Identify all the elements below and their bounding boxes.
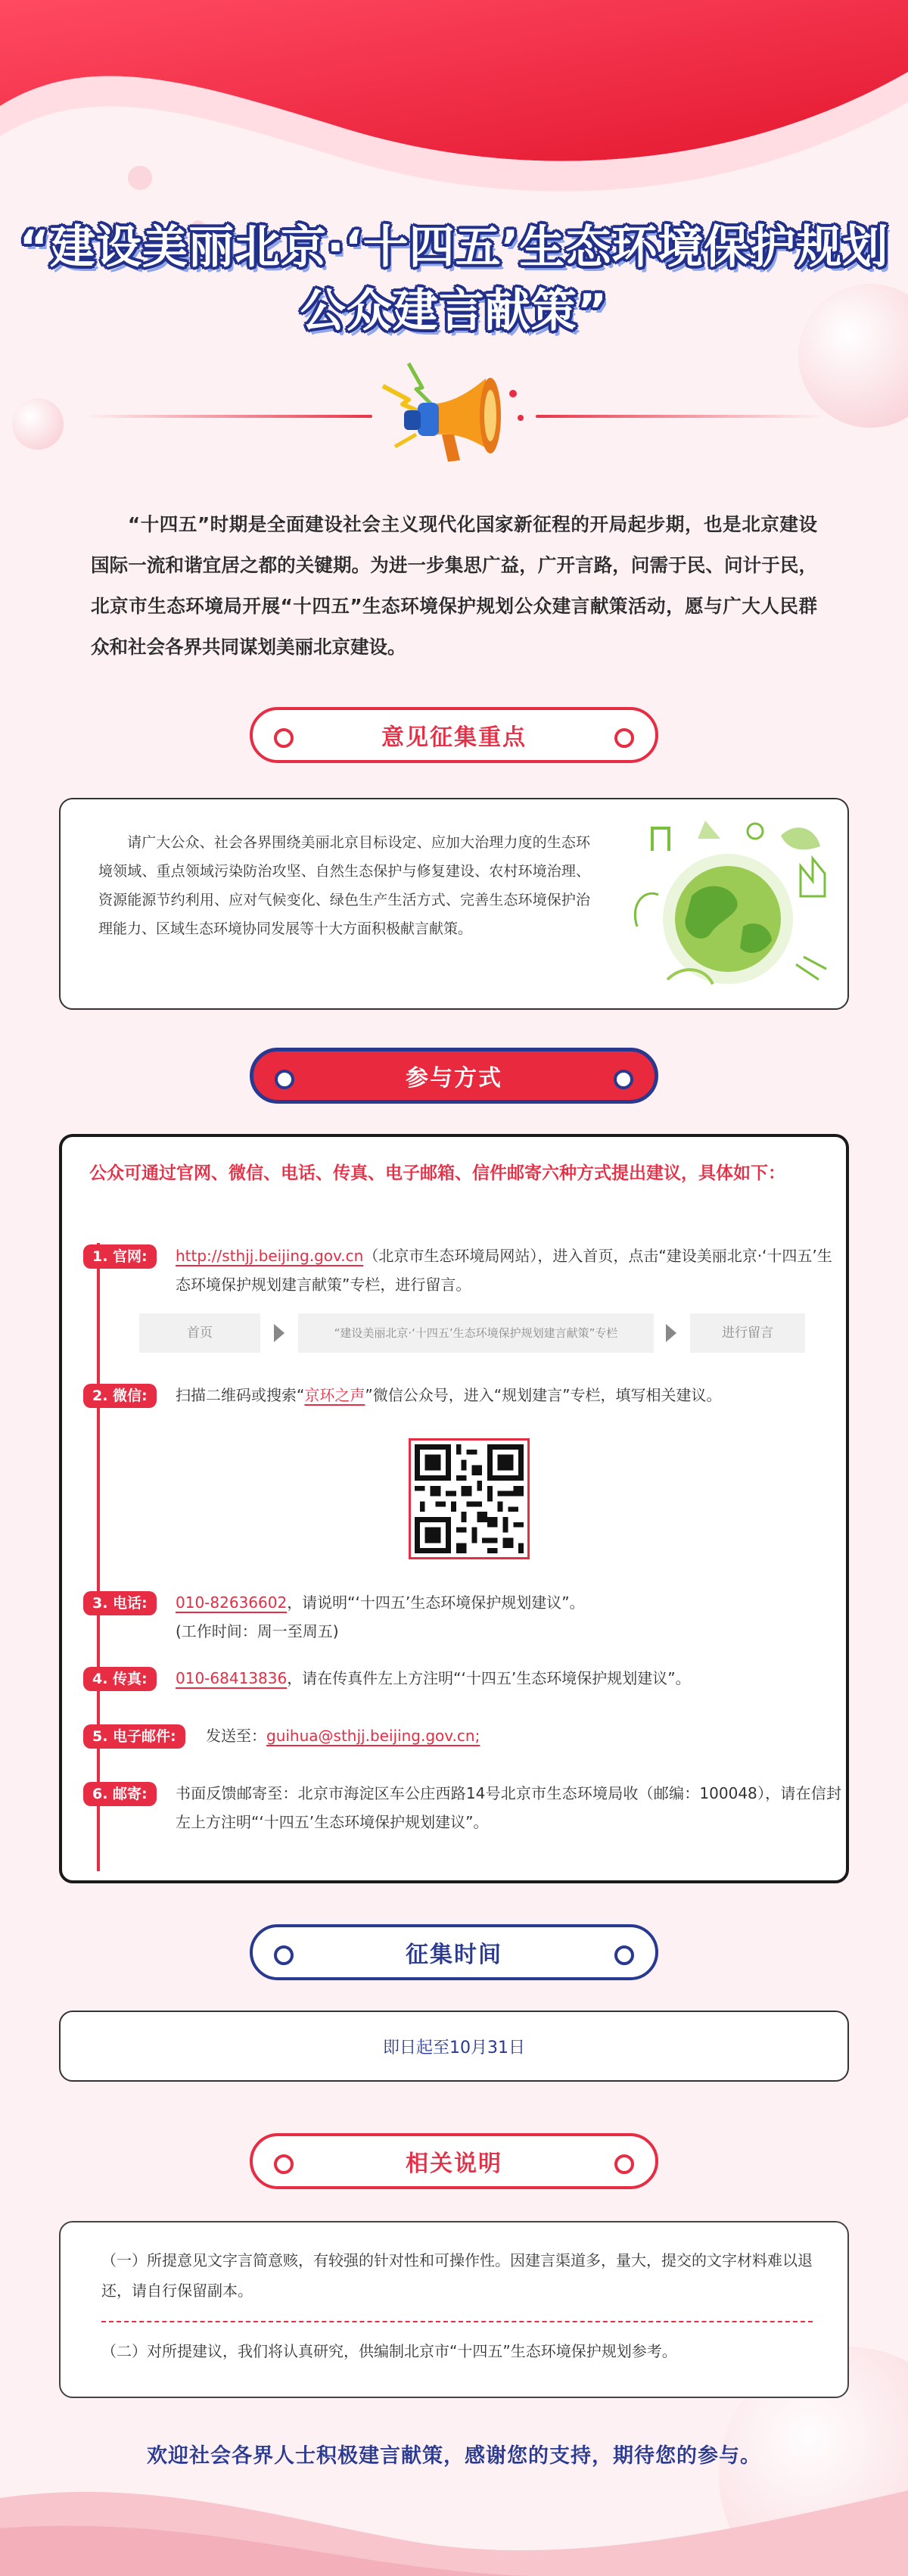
- phone-hours: (工作时间：周一至周五): [176, 1622, 339, 1640]
- divider-left: [85, 415, 372, 418]
- wechat-text-post: ”微信公众号，进入“规划建言”专栏，填写相关建议。: [365, 1386, 722, 1404]
- intro-paragraph: “十四五”时期是全面建设社会主义现代化国家新征程的开局起步期，也是北京建设国际一流和谐宜居之都的关键期。为进一步集思广益，广开言路，问需于民、问计于民，北京市生态环境局开展“十四五”生态环境保护规划公众建言献策活动，愿与广大人民群众和社会各界共同谋划美丽北京建设。: [91, 513, 817, 658]
- phone-number[interactable]: 010-82636602: [176, 1593, 288, 1612]
- notes-divider: [101, 2321, 813, 2322]
- section-heading-focus: [250, 707, 658, 763]
- step-column: “建设美丽北京·‘十四五’生态环境保护规划建言献策”专栏: [298, 1313, 654, 1353]
- timeline-line: [97, 1243, 100, 1871]
- section-heading-text: 相关说明: [406, 2151, 502, 2177]
- green-earth-icon: [622, 805, 841, 1004]
- step-home: 首页: [139, 1313, 260, 1353]
- focus-card: [59, 798, 849, 1010]
- methods-card: [59, 1134, 849, 1883]
- phone-text: ，请说明“‘十四五’生态环境保护规划建议”。: [287, 1593, 585, 1612]
- fax-number: 010-68413836: [176, 1669, 288, 1687]
- badge-wechat: 2. 微信:: [83, 1384, 157, 1408]
- megaphone-icon: [372, 356, 531, 469]
- section-heading-notes: [250, 2133, 658, 2189]
- title-line-2: 公众建言献策”: [300, 285, 608, 338]
- badge-website: 1. 官网:: [83, 1244, 157, 1269]
- divider-right: [536, 415, 823, 418]
- pill-dot-icon: [614, 728, 634, 748]
- step-comment: 进行留言: [690, 1313, 805, 1353]
- section-heading-text: 意见征集重点: [381, 724, 527, 751]
- pill-dot-icon: [274, 2154, 294, 2174]
- section-heading-time: [250, 1924, 658, 1980]
- time-text: 即日起至10月31日: [383, 2038, 525, 2057]
- fax-text: ，请在传真件左上方注明“‘十四五’生态环境保护规划建议”。: [287, 1669, 691, 1687]
- badge-phone: 3. 电话:: [83, 1591, 157, 1615]
- note-item-2: （二）对所提建议，我们将认真研究，供编制北京市“十四五”生态环境保护规划参考。: [101, 2342, 677, 2360]
- section-heading-methods: [250, 1048, 658, 1104]
- arrow-right-icon: [666, 1324, 676, 1342]
- arrow-right-icon: [274, 1324, 285, 1342]
- email-text-pre: 发送至：: [206, 1727, 266, 1745]
- wechat-text-pre: 扫描二维码或搜索“: [176, 1386, 305, 1404]
- badge-email: 5. 电子邮件:: [83, 1724, 185, 1749]
- pill-dot-icon: [614, 1070, 633, 1089]
- email-link[interactable]: guihua@sthjj.beijing.gov.cn;: [266, 1727, 480, 1745]
- wechat-row: [176, 1381, 841, 1409]
- mail-text: 书面反馈邮寄至：北京市海淀区车公庄西路14号北京市生态环境局收（邮编：100048），请在信封左上方注明“‘十四五’生态环境保护规划建议”。: [176, 1784, 841, 1831]
- note-item-1: （一）所提意见文字言简意赅，有较强的针对性和可操作性。因建言渠道多，量大，提交的文字材料难以退还，请自行保留副本。: [101, 2251, 813, 2300]
- website-link[interactable]: http://sthjj.beijing.gov.cn: [176, 1247, 364, 1265]
- phone-row: [176, 1588, 841, 1646]
- pill-dot-icon: [614, 1945, 634, 1965]
- section-heading-text: 征集时间: [406, 1942, 502, 1968]
- website-steps: [139, 1313, 805, 1353]
- methods-lead: 公众可通过官网、微信、电话、传真、电子邮箱、信件邮寄六种方式提出建议，具体如下：: [89, 1163, 785, 1183]
- pill-dot-icon: [275, 1070, 294, 1089]
- notes-card: [59, 2221, 849, 2398]
- focus-text: 请广大公众、社会各界围绕美丽北京目标设定、应加大治理力度的生态环境领域、重点领域污染防治攻坚、自然生态保护与修复建设、农村环境治理、资源能源节约利用、应对气候变化、绿色生产生活方式、完善生态环境保护治理能力、区域生态环境协同发展等十大方面积极献言献策。: [98, 834, 590, 937]
- page-title: [0, 216, 908, 343]
- pill-dot-icon: [274, 1945, 294, 1965]
- website-row: [176, 1241, 841, 1299]
- fax-row: [176, 1664, 841, 1693]
- badge-fax: 4. 传真:: [83, 1667, 157, 1691]
- title-line-1: “建设美丽北京·‘十四五’生态环境保护规划: [19, 221, 889, 274]
- wechat-account: 京环之声: [304, 1386, 365, 1404]
- pill-dot-icon: [274, 728, 294, 748]
- badge-mail: 6. 邮寄:: [83, 1782, 157, 1806]
- pill-dot-icon: [614, 2154, 634, 2174]
- section-heading-text: 参与方式: [406, 1065, 502, 1092]
- closing-message: 欢迎社会各界人士积极建言献策，感谢您的支持，期待您的参与。: [147, 2444, 761, 2468]
- time-card: [59, 2011, 849, 2082]
- qr-code-icon: [409, 1438, 530, 1559]
- email-row: [206, 1721, 841, 1750]
- website-text: （北京市生态环境局网站），进入首页，点击“建设美丽北京·‘十四五’生态环境保护规划建言献策”专栏，进行留言。: [176, 1247, 832, 1294]
